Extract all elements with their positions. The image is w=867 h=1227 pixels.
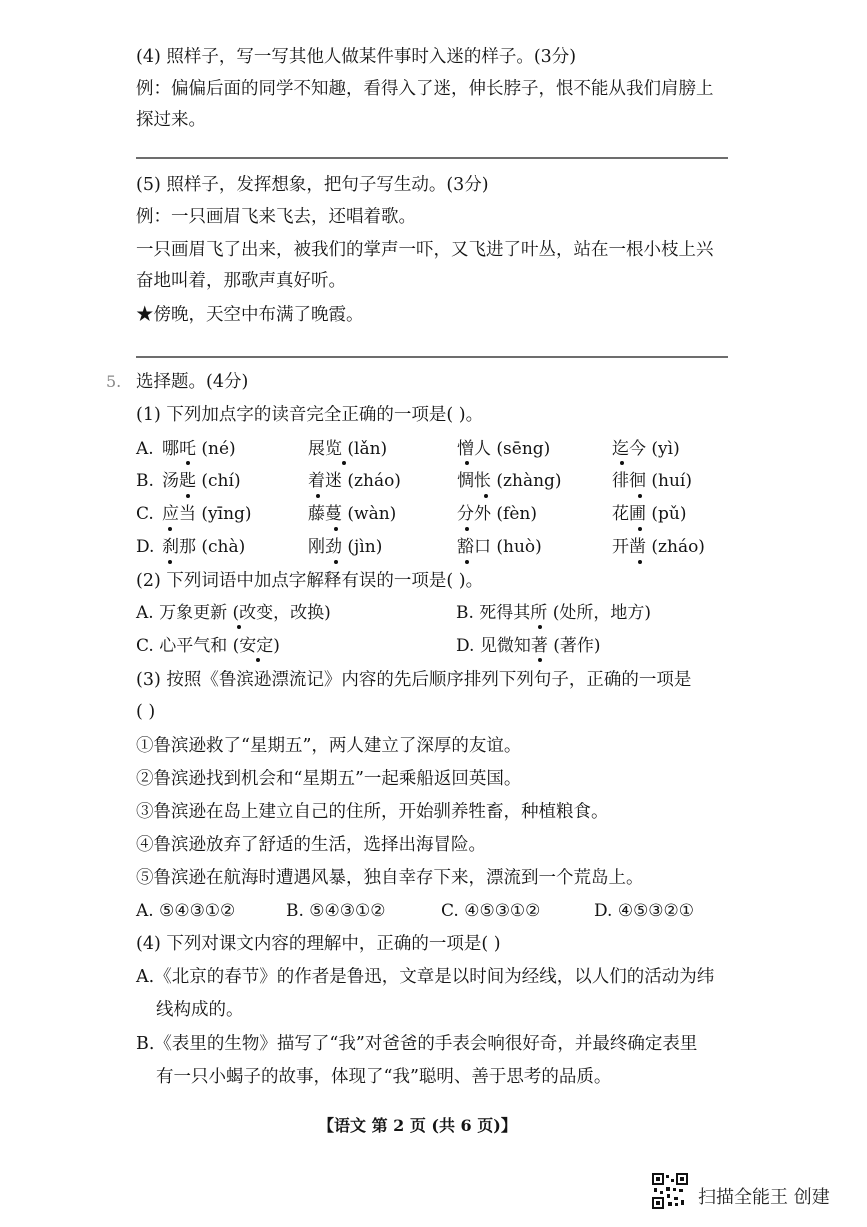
sub3-item: ④鲁滨逊放弃了舒适的生活，选择出海冒险。 bbox=[136, 835, 486, 855]
option-b: B. ⑤④③①② bbox=[286, 901, 386, 921]
option-item: 徘徊 (huí) bbox=[612, 471, 693, 491]
option-item: 刹那 (chà) bbox=[162, 537, 246, 557]
sub4-option-a-line2: 线构成的。 bbox=[156, 1000, 244, 1020]
option-label: A. bbox=[136, 439, 154, 459]
emphasis-dot bbox=[538, 625, 542, 629]
emphasis-dot bbox=[620, 461, 624, 465]
answer-line bbox=[136, 157, 728, 159]
q5-example: 例：一只画眉飞来飞去，还唱着歌。 bbox=[136, 207, 416, 227]
option-d: D. 见微知著 (著作) bbox=[456, 636, 601, 656]
option-b: B. 死得其所 (处所，地方) bbox=[456, 603, 651, 623]
sub3-stem-line2: ( ) bbox=[136, 702, 156, 722]
option-c: C. ④⑤③①② bbox=[441, 901, 541, 921]
option-item: 展览 (lǎn) bbox=[308, 439, 388, 459]
emphasis-dot bbox=[334, 527, 338, 531]
q5-model-line1: 一只画眉飞了出来，被我们的掌声一吓，又飞进了叶丛，站在一根小枝上兴 bbox=[136, 240, 714, 260]
sub4-option-b-line1: B.《表里的生物》描写了“我”对爸爸的手表会响很好奇，并最终确定表里 bbox=[136, 1034, 698, 1054]
emphasis-dot bbox=[342, 461, 346, 465]
emphasis-dot bbox=[168, 560, 172, 564]
option-item: 应当 (yīng) bbox=[162, 504, 252, 524]
q4-example-line2: 探过来。 bbox=[136, 110, 206, 130]
q4-example-line1: 例：偏偏后面的同学不知趣，看得入了迷，伸长脖子，恨不能从我们肩膀上 bbox=[136, 79, 714, 99]
emphasis-dot bbox=[237, 625, 241, 629]
option-a: A. 万象更新 (改变，改换) bbox=[136, 603, 331, 623]
sub1-stem: (1) 下列加点字的读音完全正确的一项是( )。 bbox=[136, 405, 484, 425]
scanner-watermark: 扫描全能王 创建 bbox=[698, 1187, 830, 1208]
emphasis-dot bbox=[186, 494, 190, 498]
option-d: D. ④⑤③②① bbox=[594, 901, 695, 921]
sub4-option-a-line1: A.《北京的春节》的作者是鲁迅，文章是以时间为经线，以人们的活动为纬 bbox=[136, 967, 715, 987]
sub2-stem: (2) 下列词语中加点字解释有误的一项是( )。 bbox=[136, 571, 484, 591]
emphasis-dot bbox=[484, 494, 488, 498]
qr-code-icon bbox=[652, 1173, 688, 1209]
option-item: 花圃 (pǔ) bbox=[612, 504, 687, 524]
emphasis-dot bbox=[316, 494, 320, 498]
sub4-option-b-line2: 有一只小蝎子的故事，体现了“我”聪明、善于思考的品质。 bbox=[156, 1067, 612, 1087]
answer-line bbox=[136, 356, 728, 358]
option-item: 迄今 (yì) bbox=[612, 439, 680, 459]
page-footer: 【语文 第 2 页 (共 6 页)】 bbox=[318, 1116, 517, 1135]
emphasis-dot bbox=[538, 658, 542, 662]
option-item: 哪吒 (né) bbox=[162, 439, 236, 459]
option-c: C. 心平气和 (安定) bbox=[136, 636, 280, 656]
sub4-stem: (4) 下列对课文内容的理解中，正确的一项是( ) bbox=[136, 934, 501, 954]
emphasis-dot bbox=[334, 560, 338, 564]
emphasis-dot bbox=[168, 527, 172, 531]
q5-model-line2: 奋地叫着，那歌声真好听。 bbox=[136, 271, 346, 291]
section-title: 选择题。(4分) bbox=[136, 372, 249, 392]
sub3-item: ⑤鲁滨逊在航海时遭遇风暴，独自幸存下来，漂流到一个荒岛上。 bbox=[136, 868, 644, 888]
option-a: A. ⑤④③①② bbox=[136, 901, 236, 921]
option-label: D. bbox=[136, 537, 155, 557]
option-item: 开凿 (zháo) bbox=[612, 537, 705, 557]
option-item: 刚劲 (jìn) bbox=[308, 537, 383, 557]
option-label: B. bbox=[136, 471, 154, 491]
emphasis-dot bbox=[186, 461, 190, 465]
q5-title: (5) 照样子，发挥想象，把句子写生动。(3分) bbox=[136, 175, 489, 195]
option-item: 惆怅 (zhàng) bbox=[457, 471, 562, 491]
emphasis-dot bbox=[638, 560, 642, 564]
option-label: C. bbox=[136, 504, 154, 524]
emphasis-dot bbox=[465, 461, 469, 465]
option-item: 着迷 (zháo) bbox=[308, 471, 401, 491]
option-item: 汤匙 (chí) bbox=[162, 471, 241, 491]
emphasis-dot bbox=[465, 527, 469, 531]
emphasis-dot bbox=[638, 494, 642, 498]
emphasis-dot bbox=[256, 658, 260, 662]
sub3-item: ②鲁滨逊找到机会和“星期五”一起乘船返回英国。 bbox=[136, 769, 522, 789]
section-number: 5. bbox=[106, 372, 122, 391]
emphasis-dot bbox=[465, 560, 469, 564]
option-item: 憎人 (sēng) bbox=[457, 439, 551, 459]
sub3-item: ①鲁滨逊救了“星期五”，两人建立了深厚的友谊。 bbox=[136, 736, 522, 756]
emphasis-dot bbox=[638, 527, 642, 531]
option-item: 藤蔓 (wàn) bbox=[308, 504, 397, 524]
q5-task: ★傍晚，天空中布满了晚霞。 bbox=[136, 305, 364, 325]
sub3-item: ③鲁滨逊在岛上建立自己的住所，开始驯养牲畜，种植粮食。 bbox=[136, 802, 609, 822]
q4-title: (4) 照样子，写一写其他人做某件事时入迷的样子。(3分) bbox=[136, 47, 577, 67]
option-item: 分外 (fèn) bbox=[457, 504, 537, 524]
option-item: 豁口 (huò) bbox=[457, 537, 542, 557]
sub3-stem-line1: (3) 按照《鲁滨逊漂流记》内容的先后顺序排列下列句子，正确的一项是 bbox=[136, 670, 692, 690]
